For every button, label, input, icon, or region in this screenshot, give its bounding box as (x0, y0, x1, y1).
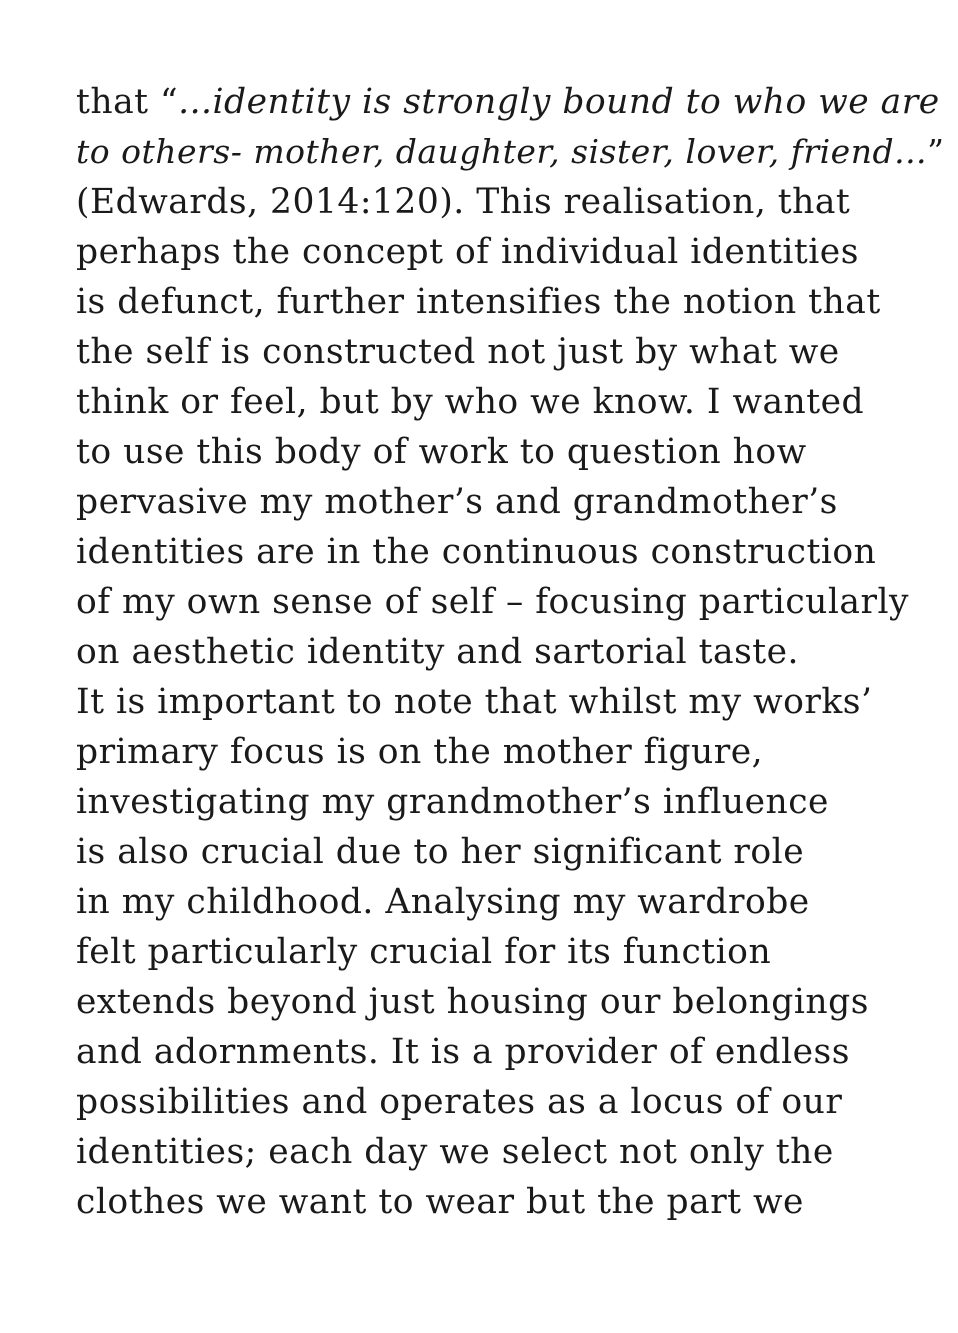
italic-quote: ...identity is strongly bound to who we are (178, 82, 940, 122)
text-line: of my own sense of self – focusing particularly (76, 582, 910, 622)
text-line: to use this body of work to question how (76, 432, 807, 472)
text-line: the self is constructed not just by what we (76, 332, 840, 372)
text-line: to others- mother, daughter, sister, lover, friend...” (76, 132, 945, 171)
text-line: in my childhood. Analysing my wardrobe (76, 882, 810, 922)
text-line: on aesthetic identity and sartorial taste. (76, 632, 800, 672)
text-line: perhaps the concept of individual identities (76, 232, 859, 272)
text-line: identities are in the continuous construction (76, 532, 877, 572)
text-line: think or feel, but by who we know. I wanted (76, 382, 865, 422)
text-line: is also crucial due to her significant role (76, 832, 805, 872)
text-line: clothes we want to wear but the part we (76, 1182, 804, 1222)
text-line: felt particularly crucial for its function (76, 932, 772, 972)
text-line: identities; each day we select not only the (76, 1132, 834, 1172)
text-line: investigating my grandmother’s influence (76, 782, 829, 822)
text-line: possibilities and operates as a locus of our (76, 1082, 843, 1122)
text-line: pervasive my mother’s and grandmother’s (76, 482, 838, 522)
text-line: that “...identity is strongly bound to who we are (76, 82, 940, 122)
text-line: is defunct, further intensifies the notion that (76, 282, 881, 322)
text-line: (Edwards, 2014:120). This realisation, that (76, 182, 851, 222)
text-line: It is important to note that whilst my works’ (76, 682, 873, 722)
text-line: and adornments. It is a provider of endless (76, 1032, 850, 1072)
italic-quote: to others- mother, daughter, sister, lover, friend... (76, 132, 928, 171)
text-line: extends beyond just housing our belongings (76, 982, 869, 1022)
body-paragraph (76, 77, 946, 1227)
text-line: primary focus is on the mother figure, (76, 732, 764, 772)
